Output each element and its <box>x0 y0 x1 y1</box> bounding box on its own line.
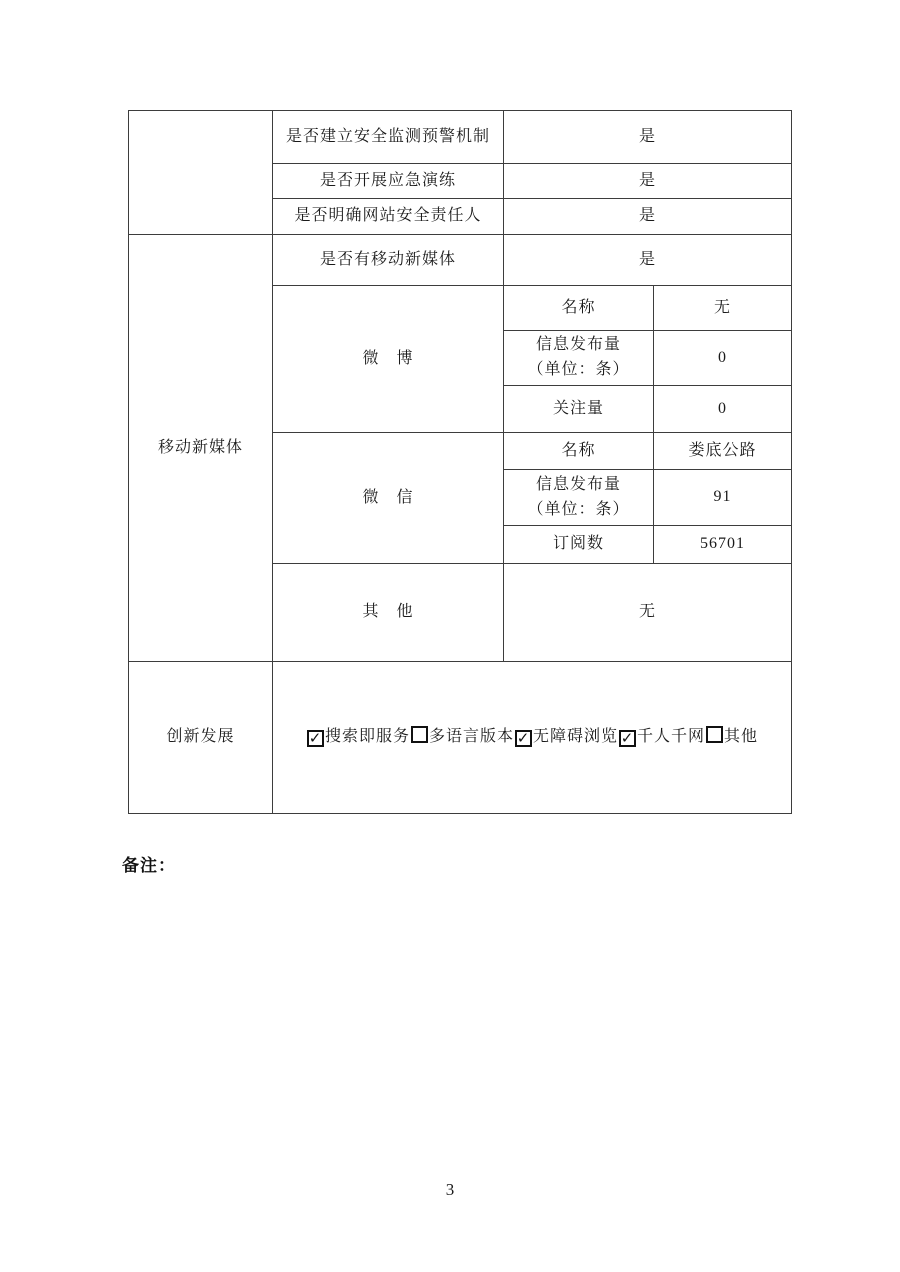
innovation-option-label: 搜索即服务 <box>324 728 410 746</box>
checked-checkbox-icon: ✓ <box>516 729 531 748</box>
checked-checkbox-icon: ✓ <box>308 729 323 748</box>
unchecked-checkbox-icon <box>706 726 723 743</box>
cell-wechat-publish-value: 91 <box>654 470 792 526</box>
unchecked-checkbox-icon <box>411 726 428 743</box>
cell-weibo-label: 微 博 <box>273 286 504 433</box>
cell-wechat-label: 微 信 <box>273 433 504 564</box>
table-row <box>129 662 792 814</box>
innovation-option-label: 其他 <box>724 728 759 746</box>
cell-weibo-followers-label: 关注量 <box>504 386 654 433</box>
cell-wechat-subscribe-label: 订阅数 <box>504 526 654 564</box>
cell-other-media-value: 无 <box>504 564 792 662</box>
cell-answer-monitor-warning: 是 <box>504 111 792 164</box>
cell-other-media-label: 其 他 <box>273 564 504 662</box>
publish-label-line1: 信息发布量 <box>535 336 621 354</box>
cell-answer-emergency-drill: 是 <box>504 164 792 199</box>
innovation-options <box>306 728 759 748</box>
innovation-option-label: 无障碍浏览 <box>533 728 619 746</box>
publish-label-line2: （单位：条） <box>527 361 630 378</box>
table-row <box>129 235 792 286</box>
cell-wechat-publish-label <box>504 470 654 526</box>
table-row <box>129 111 792 164</box>
cell-weibo-publish-label <box>504 331 654 386</box>
cell-weibo-name-label: 名称 <box>504 286 654 331</box>
cell-answer-security-officer: 是 <box>504 199 792 235</box>
cell-category-empty <box>129 111 273 235</box>
cell-innovation-options <box>273 662 792 814</box>
cell-question-emergency-drill: 是否开展应急演练 <box>273 164 504 199</box>
cell-weibo-publish-value: 0 <box>654 331 792 386</box>
cell-question-security-officer: 是否明确网站安全责任人 <box>273 199 504 235</box>
cell-weibo-name-value: 无 <box>654 286 792 331</box>
innovation-option-label: 多语言版本 <box>428 728 514 746</box>
cell-question-monitor-warning: 是否建立安全监测预警机制 <box>273 111 504 164</box>
cell-category-mobile-media: 移动新媒体 <box>129 235 273 662</box>
cell-answer-has-mobile-media: 是 <box>504 235 792 286</box>
page-number: 3 <box>445 1180 455 1199</box>
cell-question-has-mobile-media: 是否有移动新媒体 <box>273 235 504 286</box>
innovation-option-label: 千人千网 <box>637 728 706 746</box>
cell-wechat-name-label: 名称 <box>504 433 654 470</box>
publish-label-line1: 信息发布量 <box>535 475 621 493</box>
publish-label-line2: （单位：条） <box>527 500 630 518</box>
report-table <box>128 110 792 814</box>
cell-wechat-subscribe-value: 56701 <box>654 526 792 564</box>
notes-label: 备注： <box>122 856 176 875</box>
cell-category-innovation: 创新发展 <box>129 662 273 814</box>
cell-weibo-followers-value: 0 <box>654 386 792 433</box>
cell-wechat-name-value: 娄底公路 <box>654 433 792 470</box>
checked-checkbox-icon: ✓ <box>620 729 635 748</box>
